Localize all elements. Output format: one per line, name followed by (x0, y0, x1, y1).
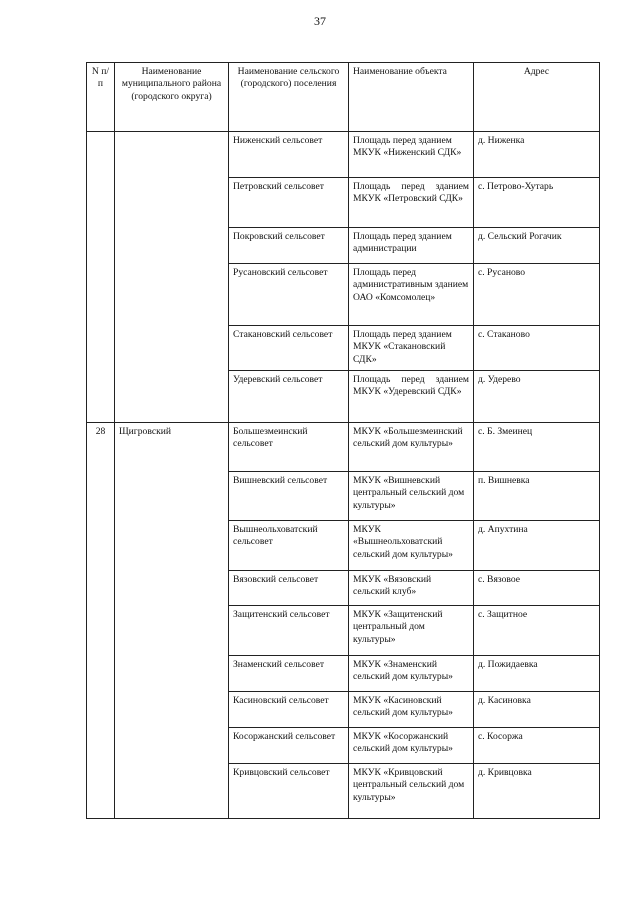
cell-address: п. Вишневка (474, 472, 600, 521)
cell-address: с. Защитное (474, 606, 600, 656)
cell-object: Площадь перед зданием МКУК «Петровский СДК» (349, 178, 474, 228)
cell-settlement: Защитенский сельсовет (229, 606, 349, 656)
objects-table (86, 62, 600, 819)
header-address: Адрес (474, 63, 600, 132)
cell-object: МКУК «Вязовский сельский клуб» (349, 571, 474, 606)
cell-settlement: Знаменский сельсовет (229, 656, 349, 692)
cell-object: Площадь перед зданием администрации (349, 228, 474, 264)
cell-district: Щигровский (115, 423, 229, 819)
cell-address: с. Петрово-Хутарь (474, 178, 600, 228)
cell-num (87, 132, 115, 423)
cell-object: МКУК «Кривцовский центральный сельский дом культуры» (349, 764, 474, 819)
cell-settlement: Косоржанский сельсовет (229, 728, 349, 764)
cell-object: МКУК «Косоржанский сельский дом культуры» (349, 728, 474, 764)
table-row (87, 423, 600, 472)
cell-num: 28 (87, 423, 115, 819)
cell-object: МКУК «Вишневский центральный сельский дом культуры» (349, 472, 474, 521)
cell-settlement: Вишневский сельсовет (229, 472, 349, 521)
cell-object: Площадь перед зданием МКУК «Удеревский СДК» (349, 371, 474, 423)
cell-object: МКУК «Знаменский сельский дом культуры» (349, 656, 474, 692)
header-num: N п/п (87, 63, 115, 132)
cell-address: д. Апухтина (474, 521, 600, 571)
cell-address: с. Косоржа (474, 728, 600, 764)
cell-address: с. Б. Змеинец (474, 423, 600, 472)
page-number: 37 (314, 14, 326, 28)
cell-settlement: Петровский сельсовет (229, 178, 349, 228)
cell-object: Площадь перед административным зданием ОАО «Комсомолец» (349, 264, 474, 326)
cell-address: д. Ниженка (474, 132, 600, 178)
cell-address: с. Стаканово (474, 326, 600, 371)
header-district: Наименование муниципального района (городского округа) (115, 63, 229, 132)
cell-object: МКУК «Вышнеольховатский сельский дом культуры» (349, 521, 474, 571)
cell-object: МКУК «Касиновский сельский дом культуры» (349, 692, 474, 728)
cell-settlement: Стакановский сельсовет (229, 326, 349, 371)
cell-address: с. Вязовое (474, 571, 600, 606)
cell-settlement: Ниженский сельсовет (229, 132, 349, 178)
cell-address: д. Сельский Рогачик (474, 228, 600, 264)
cell-settlement: Русановский сельсовет (229, 264, 349, 326)
cell-settlement: Кривцовский сельсовет (229, 764, 349, 819)
cell-address: д. Пожидаевка (474, 656, 600, 692)
cell-settlement: Касиновский сельсовет (229, 692, 349, 728)
cell-settlement: Вышнеольховатский сельсовет (229, 521, 349, 571)
cell-settlement: Удеревский сельсовет (229, 371, 349, 423)
cell-object: Площадь перед зданием МКУК «Ниженский СДК» (349, 132, 474, 178)
table-header-row (87, 63, 600, 132)
cell-address: д. Удерево (474, 371, 600, 423)
cell-object: МКУК «Защитенский центральный дом культуры» (349, 606, 474, 656)
cell-address: д. Касиновка (474, 692, 600, 728)
cell-settlement: Покровский сельсовет (229, 228, 349, 264)
cell-object: Площадь перед зданием МКУК «Стакановский СДК» (349, 326, 474, 371)
header-object: Наименование объекта (349, 63, 474, 132)
table-row (87, 132, 600, 178)
cell-address: с. Русаново (474, 264, 600, 326)
cell-settlement: Вязовский сельсовет (229, 571, 349, 606)
cell-district (115, 132, 229, 423)
cell-object: МКУК «Большезмеинский сельский дом культуры» (349, 423, 474, 472)
header-settlement: Наименование сельского (городского) поселения (229, 63, 349, 132)
cell-settlement: Большезмеинский сельсовет (229, 423, 349, 472)
cell-address: д. Кривцовка (474, 764, 600, 819)
